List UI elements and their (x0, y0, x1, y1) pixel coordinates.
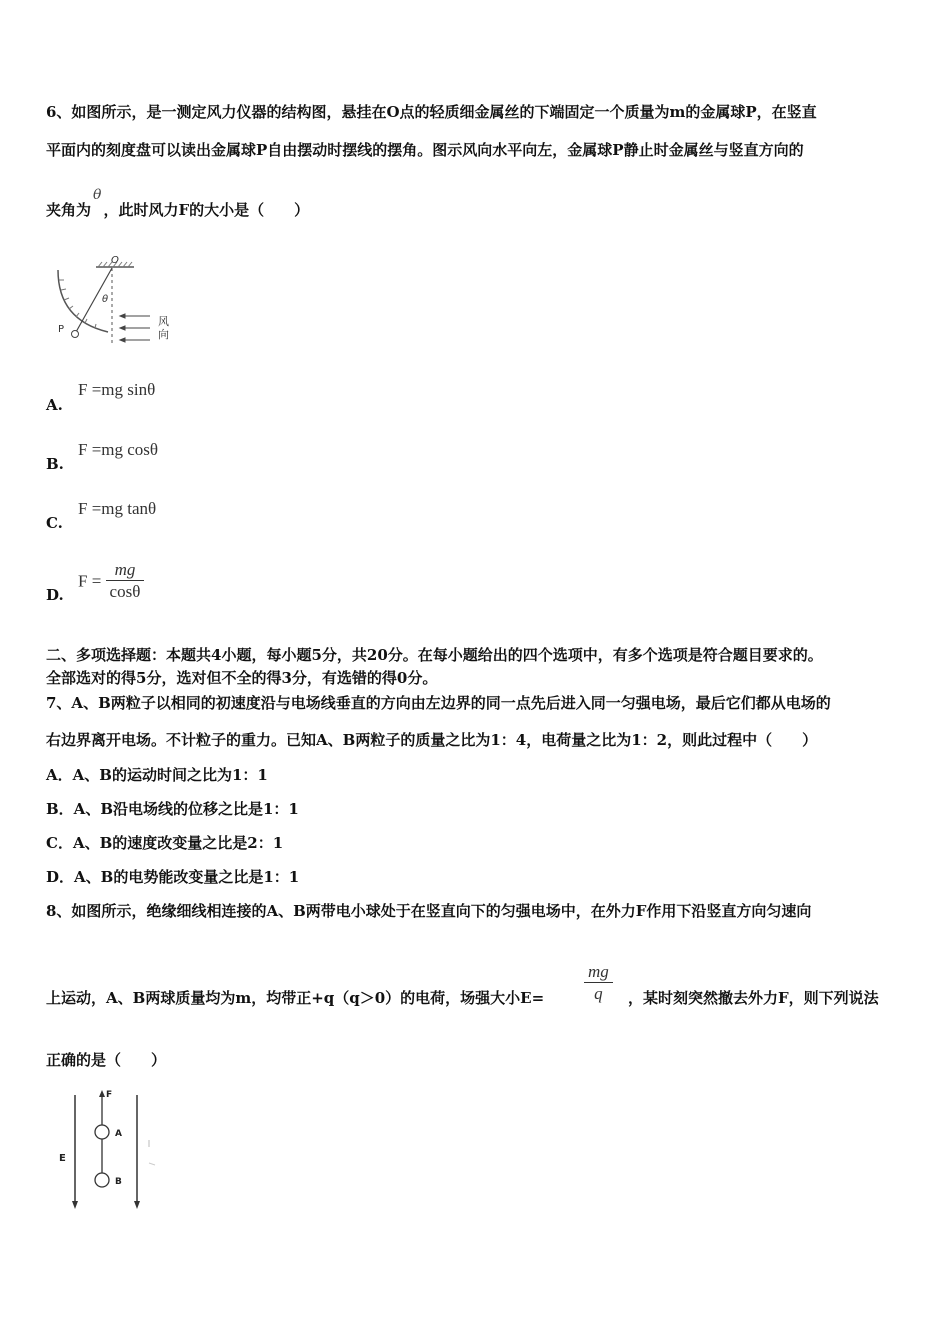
q6-line3-prefix: 夹角为 (46, 201, 92, 219)
section2-heading-line-1: 二、多项选择题：本题共4小题，每小题5分，共20分。在每小题给出的四个选项中，有多个选项是符合题目要求的。 (46, 646, 823, 664)
q8-fraction-numerator: mg (584, 962, 613, 983)
q8-field-fraction (584, 962, 613, 1005)
q8-text-line-2-suffix: ，某时刻突然撤去外力F，则下列说法 (628, 989, 879, 1007)
ball-b (95, 1173, 109, 1187)
q7-option-a: A．A、B的运动时间之比为1：1 (46, 766, 268, 784)
ball-a (95, 1125, 109, 1139)
metal-ball-p (72, 331, 79, 338)
q8-fraction-denominator: q (594, 984, 603, 1003)
q6-line3-suffix: ，此时风力F的大小是（ ） (103, 201, 310, 219)
q6-text-line-1: 6、如图所示，是一测定风力仪器的结构图，悬挂在O点的轻质细金属丝的下端固定一个质量为m的金属球P，在竖直 (46, 103, 817, 121)
q7-option-d: D．A、B的电势能改变量之比是1：1 (46, 868, 300, 886)
field-arrow-right (134, 1201, 140, 1209)
q6-option-a-formula: F =mg sinθ (78, 380, 156, 399)
label-o: O (111, 255, 119, 266)
q8-text-line-2-prefix: 上运动，A、B两球质量均为m，均带正+q（q＞0）的电荷，场强大小E= (46, 989, 545, 1007)
q7-text-line-2: 右边界离开电场。不计粒子的重力。已知A、B两粒子的质量之比为1：4，电荷量之比为1：2，则此过程中（ ） (46, 731, 818, 749)
field-arrow-left (72, 1201, 78, 1209)
option-d-denominator: cosθ (109, 582, 141, 601)
q8-text-line-1: 8、如图所示，绝缘细线相连接的A、B两带电小球处于在竖直向下的匀强电场中，在外力F作用下沿竖直方向匀速向 (46, 902, 812, 920)
q7-option-b: B．A、B沿电场线的位移之比是1：1 (46, 800, 299, 818)
option-d-lhs: F = (78, 571, 102, 591)
q6-option-b-letter: B. (46, 455, 64, 473)
q6-option-c-formula: F =mg tanθ (78, 499, 157, 518)
label-theta: θ (102, 294, 109, 305)
wind-label-2: 向 (158, 328, 169, 341)
label-e: E (59, 1153, 66, 1164)
q6-option-d-formula (78, 560, 144, 603)
option-d-fraction (106, 560, 145, 603)
q8-text-line-3: 正确的是（ ） (46, 1051, 167, 1069)
scale-arc (58, 270, 108, 332)
q7-option-c: C．A、B的速度改变量之比是2：1 (46, 834, 284, 852)
q6-option-b-formula: F =mg cosθ (78, 440, 159, 459)
label-p: P (58, 324, 65, 335)
q6-option-c-letter: C. (46, 514, 63, 532)
theta-symbol: θ (93, 187, 102, 203)
q8-field-figure (55, 1085, 165, 1215)
label-a: A (115, 1129, 122, 1139)
label-b: B (115, 1177, 122, 1187)
q6-option-a-letter: A. (46, 396, 63, 414)
force-arrow (99, 1090, 105, 1097)
scale-ticks (59, 280, 96, 328)
q6-option-d-letter: D. (46, 586, 64, 604)
q6-pendulum-figure (50, 250, 185, 350)
q6-text-line-3 (46, 187, 310, 221)
wind-label-1: 风 (158, 315, 169, 328)
q6-text-line-2: 平面内的刻度盘可以读出金属球P自由摆动时摆线的摆角。图示风向水平向左，金属球P静止时金属丝与竖直方向的 (46, 141, 804, 159)
wind-arrows (120, 314, 150, 342)
option-d-numerator: mg (106, 560, 145, 581)
section2-heading-line-2: 全部选对的得5分，选对但不全的得3分，有选错的得0分。 (46, 669, 438, 687)
faint-mark-2 (149, 1163, 155, 1165)
q7-text-line-1: 7、A、B两粒子以相同的初速度沿与电场线垂直的方向由左边界的同一点先后进入同一匀强电场，最后它们都从电场的 (46, 694, 831, 712)
label-f: F (106, 1090, 113, 1100)
